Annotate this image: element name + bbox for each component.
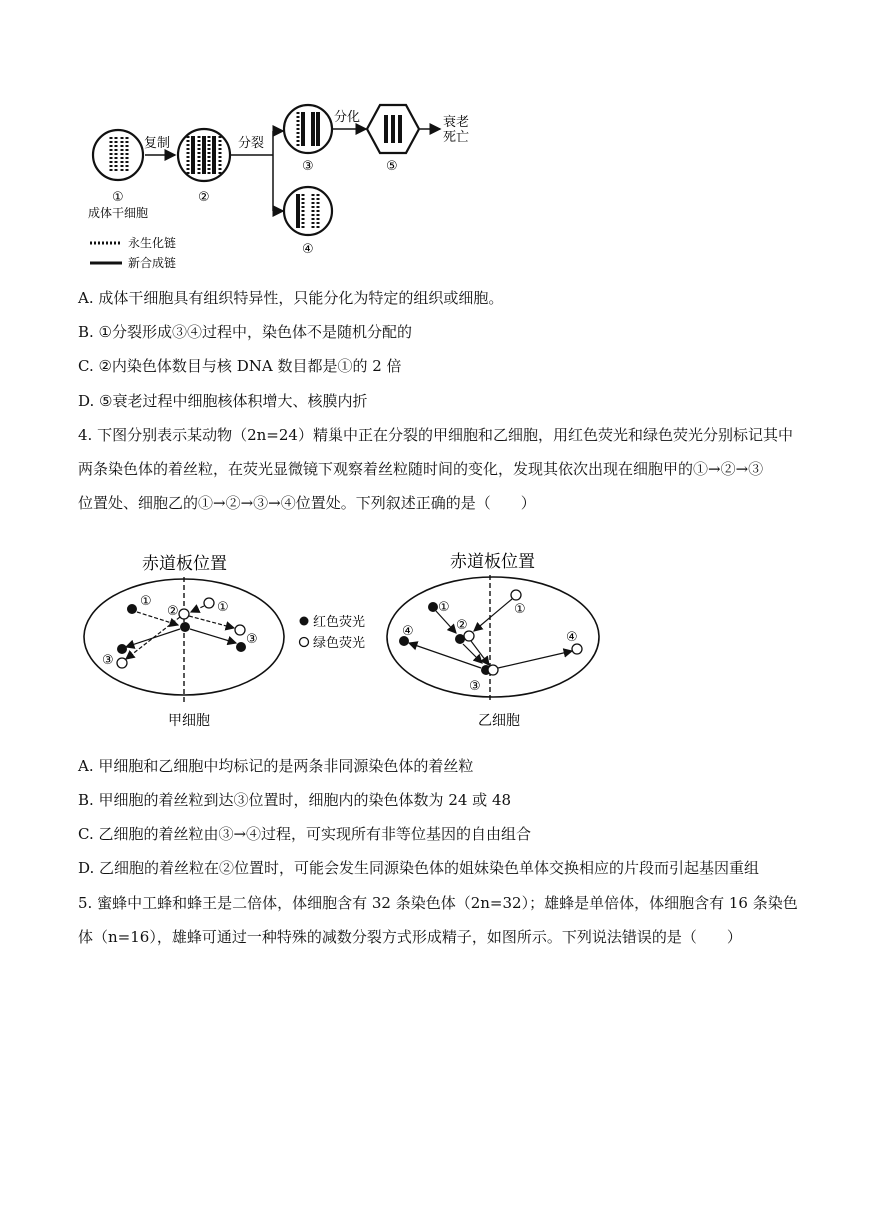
left-red-pos3a bbox=[117, 644, 127, 654]
left-green-pos3b bbox=[235, 625, 245, 635]
legend-solid-label: 新合成链 bbox=[128, 256, 177, 270]
stem-cell-division-diagram bbox=[80, 95, 520, 280]
arrow-split-label: 分裂 bbox=[238, 136, 265, 151]
q4-option-d: D. 乙细胞的着丝粒在②位置时，可能会发生同源染色体的姐妹染色单体交换相应的片段而引起基因重组 bbox=[78, 859, 760, 877]
legend-green-label: 绿色荧光 bbox=[313, 636, 366, 651]
left-num-1b: ① bbox=[217, 600, 229, 615]
end-label-aging: 衰老 bbox=[443, 115, 470, 130]
legend-dotted-label: 永生化链 bbox=[128, 236, 177, 250]
q4-stem-line-2: 两条染色体的着丝粒，在荧光显微镜下观察着丝粒随时间的变化，发现其依次出现在细胞甲的①→②→③ bbox=[78, 460, 764, 478]
q3-option-b: B. ①分裂形成③④过程中，染色体不是随机分配的 bbox=[78, 323, 413, 341]
q3-option-d: D. ⑤衰老过程中细胞核体积增大、核膜内折 bbox=[78, 392, 368, 410]
cell-1-number: ① bbox=[112, 190, 124, 205]
left-green-pos3a bbox=[117, 658, 127, 668]
plate-label-right: 赤道板位置 bbox=[450, 552, 535, 572]
left-green-pos2 bbox=[179, 609, 189, 619]
q4-option-b: B. 甲细胞的着丝粒到达③位置时，细胞内的染色体数为 24 或 48 bbox=[78, 791, 512, 809]
q5-stem-line-1: 5. 蜜蜂中工蜂和蜂王是二倍体，体细胞含有 32 条染色体（2n=32）；雄蜂是单倍体，体细胞含有 16 条染色 bbox=[78, 894, 798, 912]
left-num-3b: ③ bbox=[246, 632, 258, 647]
left-num-1a: ① bbox=[140, 594, 152, 609]
right-num-1b: ① bbox=[514, 602, 526, 617]
cell-4 bbox=[284, 187, 332, 235]
right-green-pos1 bbox=[511, 590, 521, 600]
right-red-pos1 bbox=[428, 602, 438, 612]
right-num-3: ③ bbox=[469, 679, 481, 694]
legend-green-dot bbox=[300, 638, 309, 647]
cell-left-label: 甲细胞 bbox=[168, 713, 210, 729]
centromere-movement-diagram bbox=[80, 545, 620, 735]
left-red-pos2 bbox=[180, 622, 190, 632]
right-green-pos3 bbox=[488, 665, 498, 675]
right-green-pos4 bbox=[572, 644, 582, 654]
arrow-differentiate-label: 分化 bbox=[334, 110, 361, 125]
left-green-pos1 bbox=[204, 598, 214, 608]
left-num-2: ② bbox=[167, 604, 179, 619]
cell-1 bbox=[93, 130, 143, 180]
cell-right-label: 乙细胞 bbox=[478, 713, 520, 729]
cell-3 bbox=[284, 105, 332, 153]
cell-1-name: 成体干细胞 bbox=[88, 206, 149, 220]
plate-label-left: 赤道板位置 bbox=[142, 554, 227, 574]
right-num-1a: ① bbox=[438, 600, 450, 615]
cell-2 bbox=[178, 129, 230, 181]
end-label-death: 死亡 bbox=[443, 130, 470, 145]
left-red-pos1 bbox=[127, 604, 137, 614]
legend-red-dot bbox=[300, 617, 309, 626]
right-num-4a: ④ bbox=[402, 624, 414, 639]
q4-stem-line-1: 4. 下图分别表示某动物（2n=24）精巢中正在分裂的甲细胞和乙细胞，用红色荧光和绿色荧光分别标记其中 bbox=[78, 426, 793, 444]
right-num-2: ② bbox=[456, 618, 468, 633]
left-red-pos3b bbox=[236, 642, 246, 652]
q5-stem-line-2: 体（n=16），雄蜂可通过一种特殊的减数分裂方式形成精子，如图所示。下列说法错误的是（ ） bbox=[78, 928, 742, 946]
left-num-3a: ③ bbox=[102, 653, 114, 668]
arrow-copy-label: 复制 bbox=[144, 136, 171, 151]
cell-5 bbox=[367, 105, 419, 153]
q4-option-a: A. 甲细胞和乙细胞中均标记的是两条非同源染色体的着丝粒 bbox=[78, 757, 474, 775]
cell-5-number: ⑤ bbox=[386, 159, 398, 174]
q4-stem-line-3: 位置处、细胞乙的①→②→③→④位置处。下列叙述正确的是（ ） bbox=[78, 494, 536, 512]
legend-red-label: 红色荧光 bbox=[313, 615, 366, 630]
cell-2-number: ② bbox=[198, 190, 210, 205]
cell-4-number: ④ bbox=[302, 242, 314, 257]
q4-option-c: C. 乙细胞的着丝粒由③→④过程，可实现所有非等位基因的自由组合 bbox=[78, 825, 532, 843]
cell-3-number: ③ bbox=[302, 159, 314, 174]
q3-option-a: A. 成体干细胞具有组织特异性，只能分化为特定的组织或细胞。 bbox=[78, 289, 504, 307]
right-num-4b: ④ bbox=[566, 630, 578, 645]
q3-option-c: C. ②内染色体数目与核 DNA 数目都是①的 2 倍 bbox=[78, 357, 402, 375]
